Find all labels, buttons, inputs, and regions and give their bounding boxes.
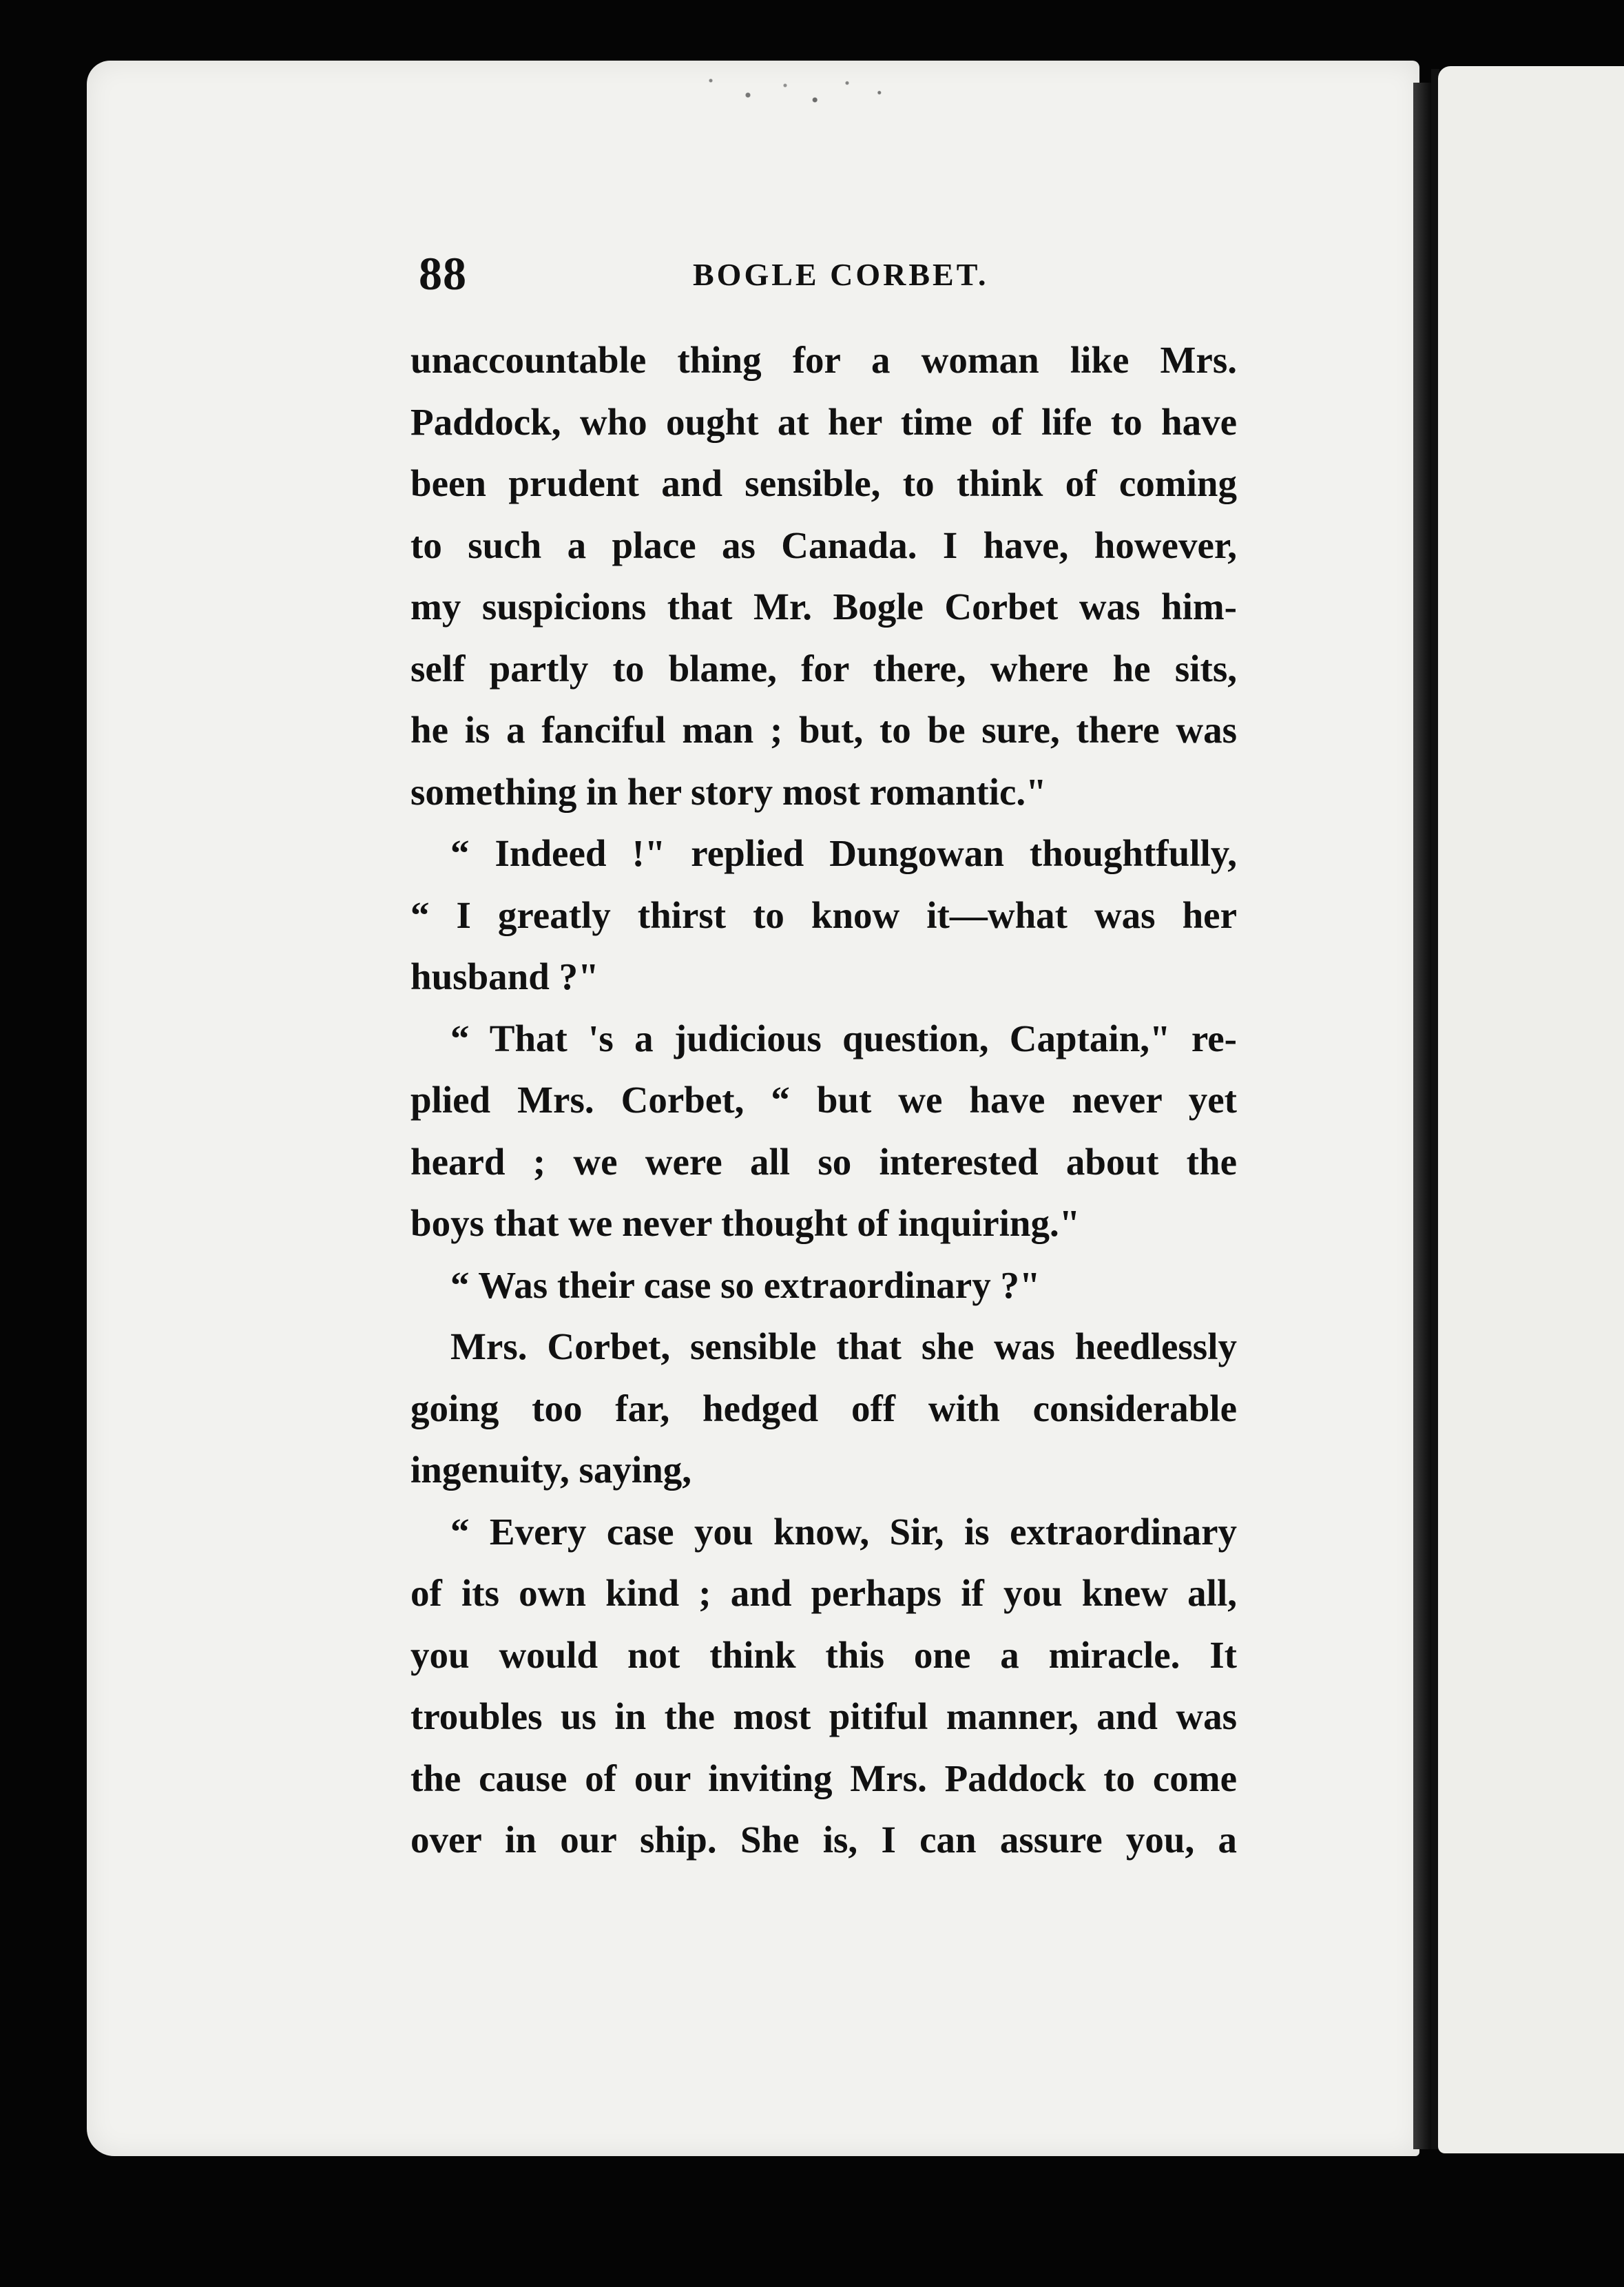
text-line: husband ?" — [410, 955, 599, 997]
text-line: Paddock, who ought at her time of life to have — [410, 400, 1237, 443]
text-line: my suspicions that Mr. Bogle Corbet was him- — [410, 586, 1237, 628]
text-line: he is a fanciful man ; but, to be sure, there was — [410, 709, 1237, 751]
text-line: “ Indeed !" replied Dungowan thoughtfully, — [450, 832, 1237, 874]
body-text — [410, 329, 1237, 1871]
text-line: plied Mrs. Corbet, “ but we have never yet — [410, 1079, 1237, 1121]
text-line: “ That 's a judicious question, Captain," re- — [450, 1017, 1237, 1059]
text-line: heard ; we were all so interested about the — [410, 1140, 1237, 1183]
text-line: self partly to blame, for there, where he sits, — [410, 647, 1237, 690]
text-line: “ Was their case so extraordinary ?" — [450, 1263, 1041, 1306]
text-line: something in her story most romantic." — [410, 770, 1047, 813]
text-line: troubles us in the most pitiful manner, and was — [410, 1695, 1237, 1737]
text-line: over in our ship. She is, I can assure you, a — [410, 1819, 1237, 1861]
running-head: BOGLE CORBET. — [693, 257, 989, 292]
text-line: of its own kind ; and perhaps if you knew all, — [410, 1572, 1237, 1614]
text-line: ingenuity, saying, — [410, 1449, 692, 1491]
text-line: going too far, hedged off with considerable — [410, 1387, 1237, 1429]
page-number: 88 — [419, 247, 467, 300]
text-line: boys that we never thought of inquiring." — [410, 1202, 1081, 1244]
text-line: Mrs. Corbet, sensible that she was heedlessly — [450, 1325, 1237, 1367]
text-line: “ I greatly thirst to know it—what was her — [410, 893, 1237, 936]
text-line: been prudent and sensible, to think of coming — [410, 462, 1237, 504]
binding-speckles — [661, 66, 909, 114]
text-line: you would not think this one a miracle. It — [410, 1633, 1237, 1676]
text-line: unaccountable thing for a woman like Mrs. — [410, 339, 1237, 381]
text-line: “ Every case you know, Sir, is extraordinary — [450, 1510, 1237, 1553]
text-line: the cause of our inviting Mrs. Paddock to come — [410, 1757, 1237, 1799]
page-gutter-shadow — [1413, 83, 1431, 2149]
page-header — [419, 247, 1245, 302]
text-line: to such a place as Canada. I have, however, — [410, 524, 1237, 566]
next-page-sliver — [1438, 66, 1624, 2153]
